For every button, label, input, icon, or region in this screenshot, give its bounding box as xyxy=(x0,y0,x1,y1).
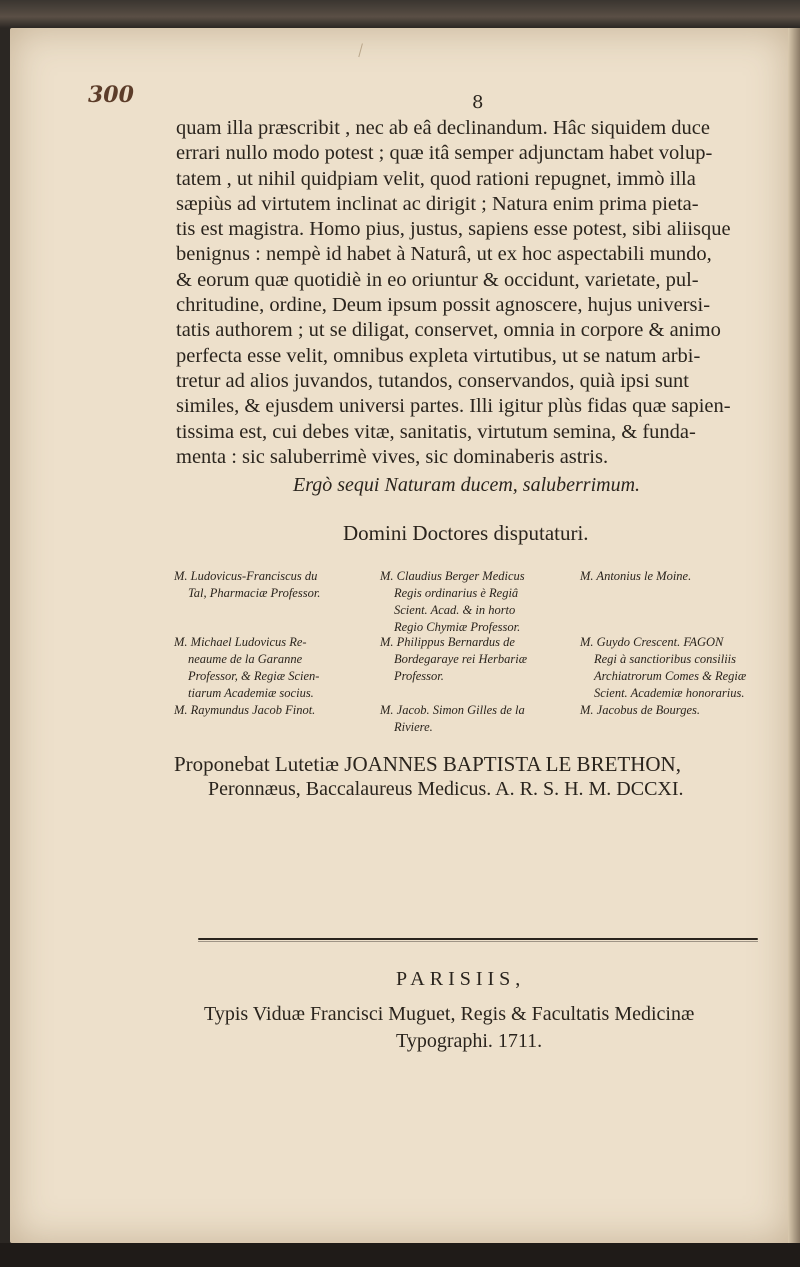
imprint-year: Typographi. 1711. xyxy=(396,1030,543,1052)
doctor-line: Regi à sanctioribus consiliis xyxy=(594,652,737,666)
body-line: tissima est, cui debes vitæ, sanitatis, virtutum semina, & funda- xyxy=(176,420,696,443)
motto: Ergò sequi Naturam ducem, saluberrimum. xyxy=(293,474,641,496)
divider-rule xyxy=(198,938,758,940)
doctor-line: M. Ludovicus-Franciscus du xyxy=(174,569,318,583)
respondent-line-2: Peronnæus, Baccalaureus Medicus. A. R. S. H. M. DCCXI. xyxy=(208,778,684,800)
doctor-line: Tal, Pharmaciæ Professor. xyxy=(188,586,321,600)
doctor-line: neaume de la Garanne xyxy=(188,652,303,666)
respondent-line: Proponebat Lutetiæ JOANNES BAPTISTA LE BRETHON, xyxy=(174,752,681,776)
doctor-entry xyxy=(580,634,776,702)
doctor-line: M. Guydo Crescent. FAGON xyxy=(580,635,724,649)
imprint-city: PARISIIS, xyxy=(396,968,526,990)
body-line: perfecta esse velit, omnibus expleta virtutibus, ut se natum arbi- xyxy=(176,344,701,367)
doctor-entry xyxy=(380,702,580,736)
body-line: quam illa præscribit , nec ab eâ declinandum. Hâc siquidem duce xyxy=(176,117,710,139)
doctors-heading: Domini Doctores disputaturi. xyxy=(343,521,589,545)
imprint-printer: Typis Viduæ Francisci Muguet, Regis & Facultatis Medicinæ xyxy=(204,1003,695,1025)
doctor-entry xyxy=(580,568,770,585)
binding-edge xyxy=(0,0,800,28)
doctor-line: Professor. xyxy=(394,669,444,683)
body-paragraph xyxy=(176,116,776,470)
handwritten-folio-mark: 300 xyxy=(88,82,134,108)
body-line: tretur ad alios juvandos, tutandos, conservandos, quià ipsi sunt xyxy=(176,369,689,392)
body-line: tatem , ut nihil quidpiam velit, quod rationi repugnet, immò illa xyxy=(176,167,696,190)
page-edge xyxy=(788,28,800,1243)
body-line: similes, & ejusdem universi partes. Illi igitur plùs fidas quæ sapien- xyxy=(176,395,731,418)
doctor-line: M. Jacob. Simon Gilles de la xyxy=(380,703,525,717)
page-number: 8 xyxy=(472,92,484,113)
body-line: tatis authorem ; ut se diligat, conservet, omnia in corpore & animo xyxy=(176,319,721,342)
body-line: chritudine, ordine, Deum ipsum possit agnoscere, hujus universi- xyxy=(176,294,711,317)
doctor-line: tiarum Academiæ socius. xyxy=(188,686,314,700)
doctor-line: Archiatrorum Comes & Regiæ xyxy=(594,669,747,683)
doctor-line: Bordegaraye rei Herbariæ xyxy=(394,652,528,666)
bottom-edge xyxy=(0,1243,800,1267)
doctor-line: Riviere. xyxy=(394,720,433,734)
doctor-line: M. Michael Ludovicus Re- xyxy=(174,635,307,649)
doctor-line: Scient. Acad. & in horto xyxy=(394,603,516,617)
body-line: & eorum quæ quotidiè in eo oriuntur & occidunt, varietate, pul- xyxy=(176,268,699,291)
doctor-line: Professor, & Regiæ Scien- xyxy=(188,669,320,683)
doctor-line: M. Jacobus de Bourges. xyxy=(580,703,700,717)
doctor-line: Regis ordinarius è Regiâ xyxy=(394,586,519,600)
divider-rule-thin xyxy=(198,941,758,942)
body-line: menta : sic saluberrimè vives, sic dominaberis astris. xyxy=(176,445,609,468)
doctor-line: M. Raymundus Jacob Finot. xyxy=(174,703,316,717)
doctor-line: Scient. Academiæ honorarius. xyxy=(594,686,745,700)
doctor-entry xyxy=(580,702,770,719)
doctor-line: M. Philippus Bernardus de xyxy=(380,635,515,649)
body-line: errari nullo modo potest ; quæ itâ semper adjunctam habet volup- xyxy=(176,142,713,165)
doctor-entry xyxy=(174,702,374,719)
doctor-line: M. Claudius Berger Medicus xyxy=(380,569,525,583)
body-line: benignus : nempè id habet à Naturâ, ut ex hoc aspectabili mundo, xyxy=(176,243,712,266)
body-line: sæpiùs ad virtutem inclinat ac dirigit ; Natura enim prima pieta- xyxy=(176,192,699,215)
body-line: tis est magistra. Homo pius, justus, sapiens esse potest, sibi aliisque xyxy=(176,218,731,241)
doctor-line: M. Antonius le Moine. xyxy=(580,569,692,583)
doctor-entry xyxy=(380,568,580,636)
doctor-entry xyxy=(174,568,374,602)
doctor-line: Regio Chymiæ Professor. xyxy=(394,620,521,634)
doctor-entry xyxy=(174,634,374,702)
doctor-entry xyxy=(380,634,580,685)
